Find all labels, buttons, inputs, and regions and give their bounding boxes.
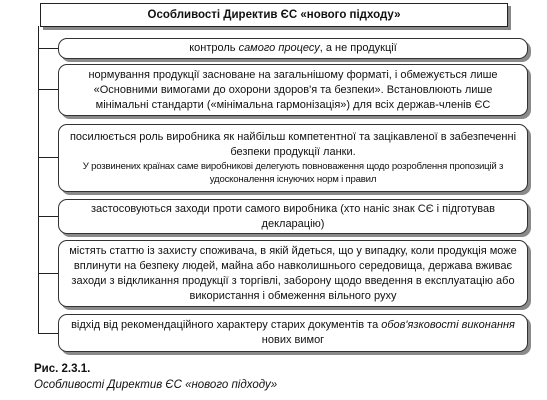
feature-box-6	[58, 314, 528, 352]
feature-box-2	[58, 64, 528, 116]
connector-branch-5	[38, 273, 58, 274]
feature-note-3: У розвинених країнах саме виробникові делегують повноваження щодо розроблення пропозицій з удосконалення існуючих норм і правил	[82, 161, 504, 185]
diagram-title	[40, 3, 508, 27]
feature-box-3	[58, 124, 528, 192]
feature-text-2: нормування продукції засноване на загальнішому форматі, і обмежується лише «Основними вимогами до охорони здоров'я та безпеки». Встановлюють лише мінімальні стандарти («мінімальна гармонізація») для всіх держав-членів ЄС	[88, 68, 498, 111]
figure-caption	[34, 361, 277, 393]
connector-branch-4	[38, 216, 58, 217]
figure-title: Особливості Директив ЄС «нового підходу»	[34, 379, 278, 391]
connector-branch-1	[38, 48, 58, 49]
feature-text-3: посилюється роль виробника як найбільш компетентної та зацікавленої в забезпеченні безпеки продукції ланки.	[69, 131, 517, 158]
connector-spine	[38, 26, 39, 334]
connector-branch-2	[38, 89, 58, 90]
diagram-title-text: Особливості Директив ЄС «нового підходу»	[147, 9, 401, 21]
feature-text-5: містять статтю із захисту споживача, в якій йдеться, що у випадку, коли продукція може вплинути на безпеку людей, майна або навколишнього середовища, держава вживає заходи з відкликання продукції з торгівлі, заборону щодо введення в експлуатацію або використання і обмеження вільного руху	[69, 244, 517, 302]
connector-branch-3	[38, 157, 58, 158]
feature-text-4: застосовуються заходи проти самого виробника (хто наніс знак СЄ і підготував декларацію)	[91, 202, 495, 230]
feature-text-6: відхід від рекомендаційного характеру старих документів та обов'язковості виконання нових вимог	[71, 319, 515, 346]
feature-box-5	[58, 240, 528, 307]
feature-box-4	[58, 199, 528, 234]
feature-box-1	[58, 38, 528, 59]
figure-label: Рис. 2.3.1.	[34, 363, 91, 375]
connector-branch-6	[38, 333, 58, 334]
feature-text-1: контроль самого процесу, а не продукції	[189, 42, 397, 54]
